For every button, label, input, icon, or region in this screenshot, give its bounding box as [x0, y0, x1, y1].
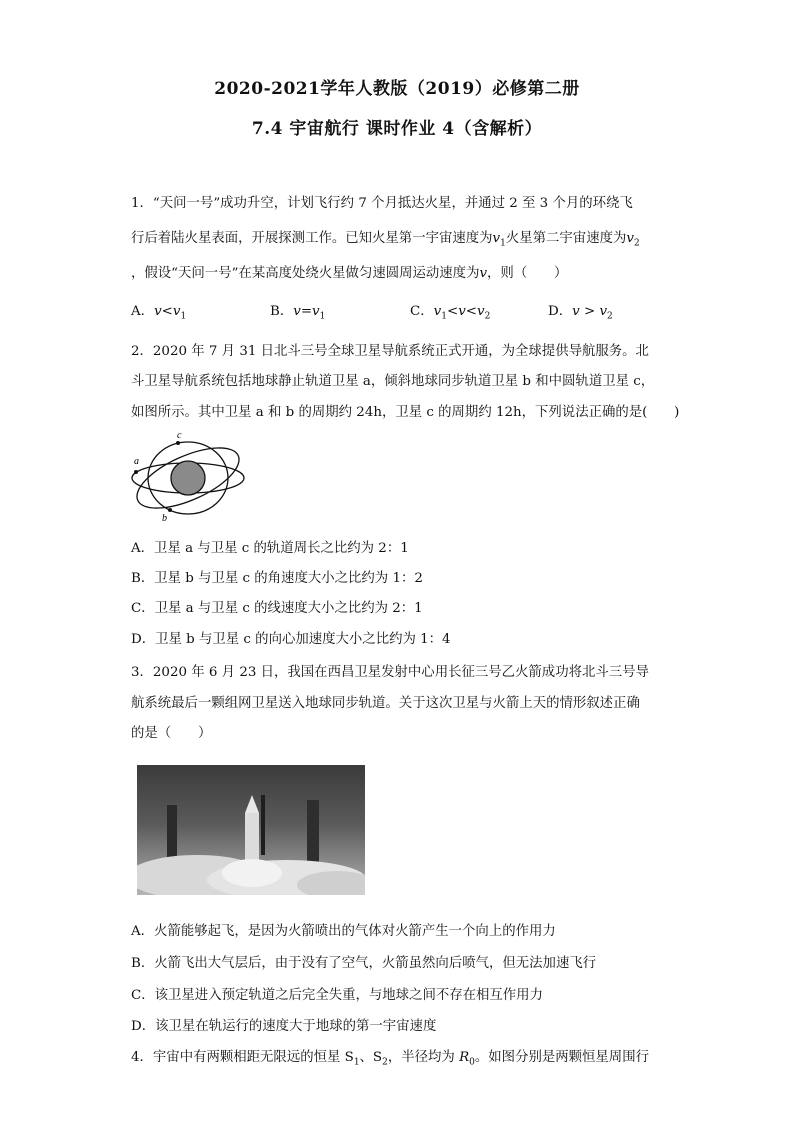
q3-option-c[interactable]: C．该卫星进入预定轨道之后完全失重，与地球之间不存在相互作用力	[131, 988, 543, 1003]
q1-option-a[interactable]	[131, 300, 186, 322]
q3-line3: 的是（ ）	[131, 726, 212, 741]
q3-option-a[interactable]: A．火箭能够起飞，是因为火箭喷出的气体对火箭产生一个向上的作用力	[131, 924, 556, 939]
q1-var-v: v	[433, 304, 442, 319]
q1-var-v: v	[492, 231, 501, 246]
q1-line2	[131, 227, 640, 249]
q4-line1	[131, 1046, 649, 1068]
q4-sub-2: 2	[382, 1057, 388, 1068]
q1-sub-1: 1	[319, 311, 326, 322]
q1-op-gt: >	[579, 304, 600, 319]
q1-var-v: v	[172, 304, 181, 319]
q1-line1: 1．“天问一号”成功升空，计划飞行约 7 个月抵达火星，并通过 2 至 3 个月的环绕飞	[131, 196, 633, 211]
document-title-line1: 2020-2021学年人教版（2019）必修第二册	[214, 79, 580, 99]
q2-option-c[interactable]: C．卫星 a 与卫星 c 的线速度大小之比约为 2：1	[131, 601, 423, 616]
option-label: C．	[410, 304, 434, 319]
q1-line3-text-a: ，假设“天问一号”在某高度处绕火星做匀速圆周运动速度为	[131, 266, 480, 281]
satellite-a-dot	[134, 470, 138, 474]
q1-sub-2: 2	[633, 238, 640, 249]
q2-option-b[interactable]: B．卫星 b 与卫星 c 的角速度大小之比约为 1：2	[131, 571, 423, 586]
q2-option-a[interactable]: A．卫星 a 与卫星 c 的轨道周长之比约为 2：1	[131, 541, 409, 556]
q1-var-v: v	[154, 304, 162, 319]
q1-op-eq: =	[300, 304, 313, 319]
q1-sub-2: 2	[607, 311, 613, 322]
q1-var-v: v	[599, 304, 608, 319]
q1-line2-text-b: 火星第二宇宙速度为	[505, 231, 627, 246]
q1-option-c[interactable]	[410, 300, 490, 322]
q2-option-d[interactable]: D．卫星 b 与卫星 c 的向心加速度大小之比约为 1：4	[131, 632, 451, 647]
q1-var-v: v	[458, 304, 466, 319]
q3-option-b[interactable]: B．火箭飞出大气层后，由于没有了空气，火箭虽然向后喷气，但无法加速飞行	[131, 956, 597, 971]
q4-sub-0: 0	[469, 1057, 475, 1068]
q4-text-d: 。如图分别是两颗恒星周围行	[474, 1050, 649, 1065]
rocket-launch-illustration	[137, 765, 365, 895]
satellite-b-dot	[168, 508, 172, 512]
earth-shape	[171, 461, 205, 495]
q1-op-lt: <	[161, 304, 173, 319]
q1-sub-2: 2	[484, 311, 491, 322]
q1-sub-1: 1	[180, 311, 187, 322]
q4-sub-1: 1	[353, 1057, 360, 1068]
q1-option-d[interactable]	[548, 300, 613, 322]
option-label: B．	[270, 304, 294, 319]
q1-line3-text-b: ，则（ ）	[487, 266, 568, 281]
q3-line1: 3．2020 年 6 月 23 日，我国在西昌卫星发射中心用长征三号乙火箭成功将北斗三号导	[131, 665, 649, 680]
q1-sub-1: 1	[441, 311, 447, 322]
q4-var-r: R	[459, 1050, 470, 1065]
q4-text-c: ，半径均为	[387, 1050, 460, 1065]
label-a: a	[134, 456, 139, 467]
document-title-line2: 7.4 宇宙航行 课时作业 4（含解析）	[251, 119, 543, 139]
q1-op-lt: <	[446, 304, 459, 319]
q1-var-v: v	[572, 304, 580, 319]
q2-line2: 斗卫星导航系统包括地球静止轨道卫星 a，倾斜地球同步轨道卫星 b 和中圆轨道卫星 c，	[131, 374, 655, 389]
q1-sub-1: 1	[500, 238, 506, 249]
q2-line1: 2．2020 年 7 月 31 日北斗三号全球卫星导航系统正式开通，为全球提供导航服务。北	[131, 344, 649, 359]
q2-line3: 如图所示。其中卫星 a 和 b 的周期约 24h，卫星 c 的周期约 12h，下列说法正确的是( )	[131, 405, 680, 420]
q1-var-v: v	[626, 231, 634, 246]
q1-var-v: v	[479, 266, 488, 281]
satellite-c-dot	[176, 441, 180, 445]
satellite-orbit-diagram	[128, 428, 248, 523]
q1-var-v: v	[477, 304, 485, 319]
q3-line2: 航系统最后一颗组网卫星送入地球同步轨道。关于这次卫星与火箭上天的情形叙述正确	[131, 696, 640, 711]
rocket-launch-photo	[137, 765, 365, 895]
option-label: A．	[131, 304, 155, 319]
q1-op-lt: <	[465, 304, 477, 319]
q1-line3	[131, 262, 567, 281]
q3-option-d[interactable]: D．该卫星在轨运行的速度大于地球的第一宇宙速度	[131, 1019, 437, 1034]
q1-var-v: v	[293, 304, 301, 319]
q4-text-a: 4．宇宙中有两颗相距无限远的恒星 S	[131, 1050, 354, 1065]
option-label: D．	[548, 304, 573, 319]
label-b: b	[162, 513, 167, 523]
label-c: c	[177, 430, 182, 441]
q1-var-v: v	[312, 304, 320, 319]
q4-text-b: 、S	[359, 1050, 383, 1065]
q1-option-b[interactable]	[270, 300, 325, 322]
q1-line2-text-a: 行后着陆火星表面，开展探测工作。已知火星第一宇宙速度为	[131, 231, 493, 246]
